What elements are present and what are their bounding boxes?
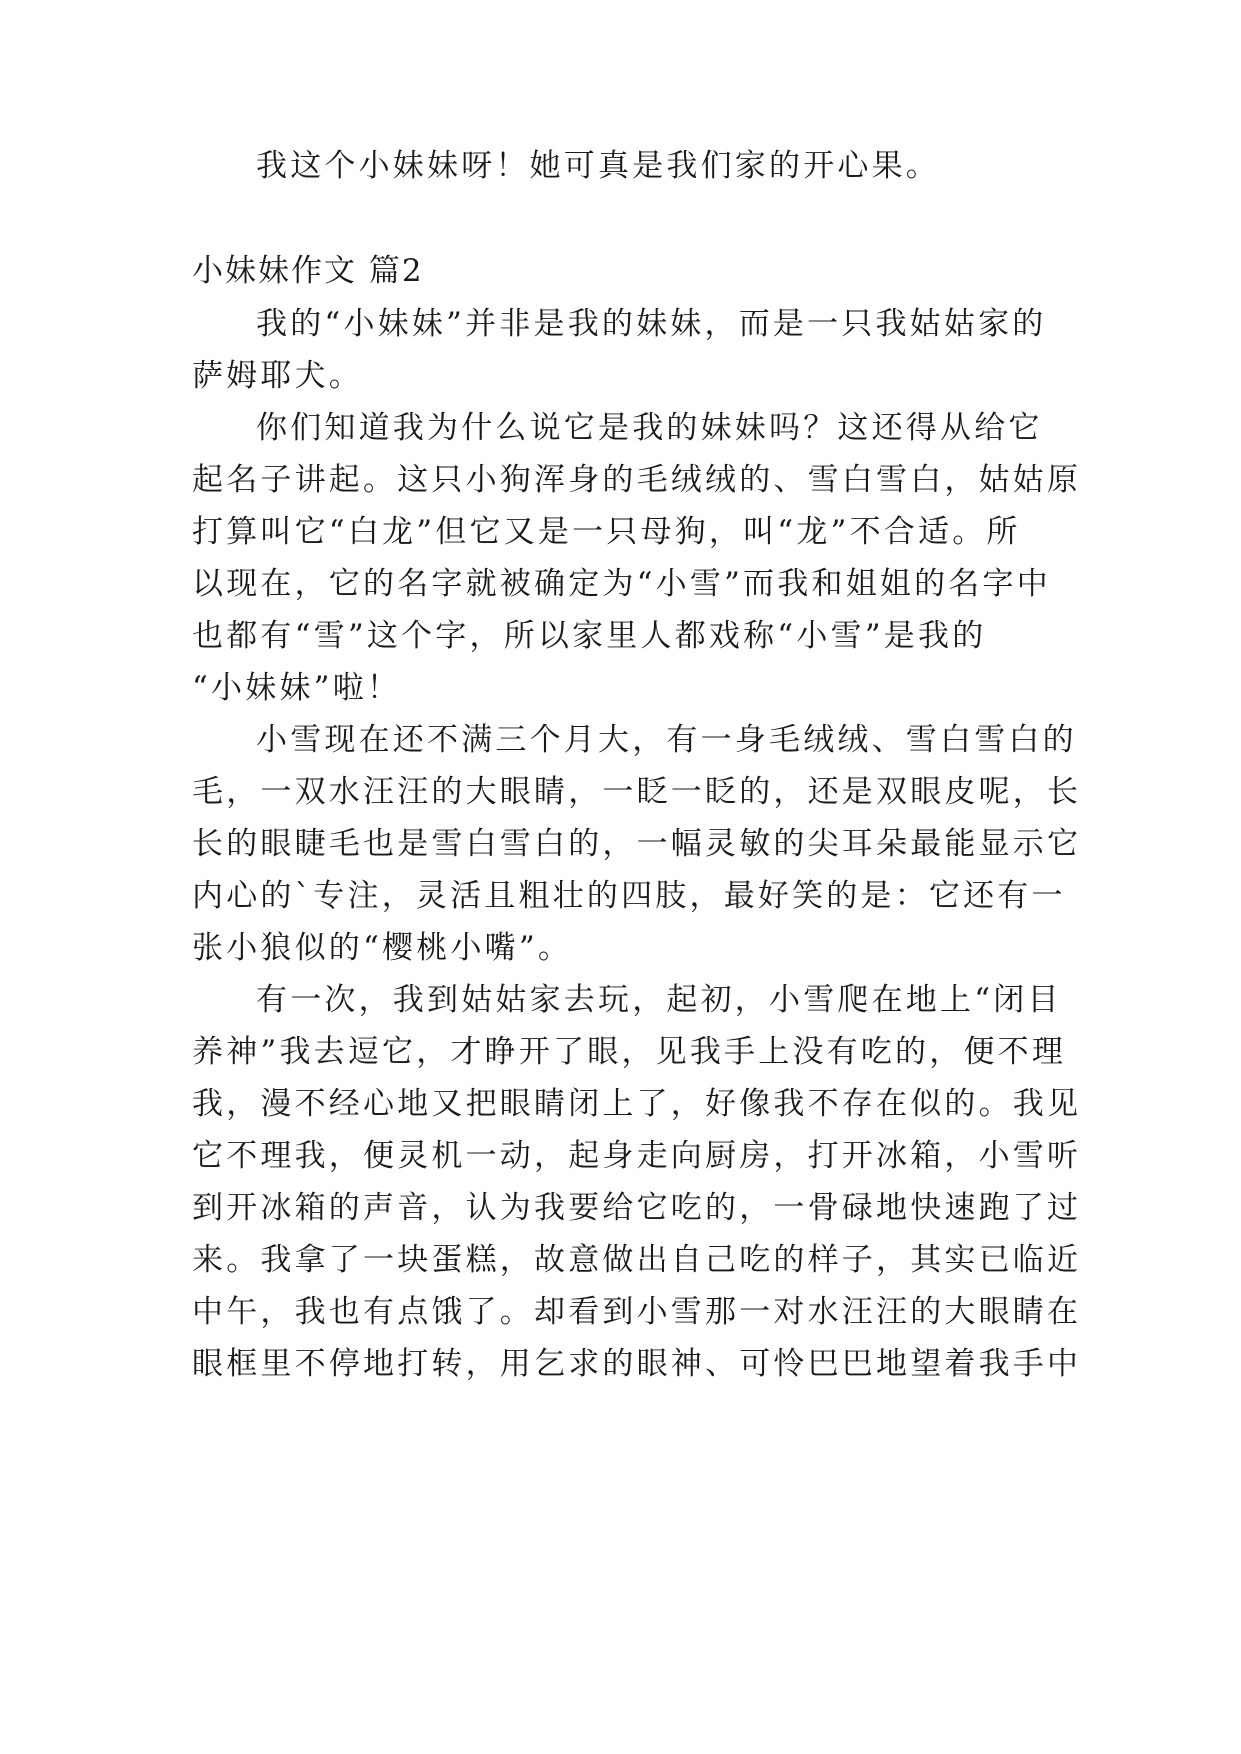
paragraph-3-line-4: 内心的`专注，灵活且粗壮的四肢，最好笑的是：它还有一 xyxy=(192,878,1066,914)
intro-line: 我这个小妹妹呀！她可真是我们家的开心果。 xyxy=(256,148,940,184)
paragraph-3-line-5: 张小狼似的“樱桃小嘴”。 xyxy=(192,930,573,966)
paragraph-4-line-7: 中午，我也有点饿了。却看到小雪那一对水汪汪的大眼睛在 xyxy=(192,1294,1082,1330)
paragraph-2-line-6: “小妹妹”啦！ xyxy=(192,670,402,706)
paragraph-2-line-2: 起名子讲起。这只小狗浑身的毛绒绒的、雪白雪白，姑姑原 xyxy=(192,462,1082,498)
paragraph-4-line-6: 来。我拿了一块蛋糕，故意做出自己吃的样子，其实已临近 xyxy=(192,1242,1082,1278)
paragraph-2-line-1: 你们知道我为什么说它是我的妹妹吗？这还得从给它 xyxy=(256,410,1043,446)
section-heading: 小妹妹作文 篇2 xyxy=(192,253,424,289)
paragraph-1-line-2: 萨姆耶犬。 xyxy=(192,358,363,394)
paragraph-4-line-5: 到开冰箱的声音，认为我要给它吃的，一骨碌地快速跑了过 xyxy=(192,1190,1082,1226)
paragraph-4-line-2: 养神”我去逗它，才睁开了眼，见我手上没有吃的，便不理 xyxy=(192,1034,1067,1070)
paragraph-2-line-5: 也都有“雪”这个字，所以家里人都戏称“小雪”是我的 xyxy=(192,618,987,654)
paragraph-1-line-1: 我的“小妹妹”并非是我的妹妹，而是一只我姑姑家的 xyxy=(256,306,1047,342)
paragraph-3-line-3: 长的眼睫毛也是雪白雪白的，一幅灵敏的尖耳朵最能显示它 xyxy=(192,826,1082,862)
paragraph-2-line-3: 打算叫它“白龙”但它又是一只母狗，叫“龙”不合适。所 xyxy=(192,514,1021,550)
paragraph-3-line-1: 小雪现在还不满三个月大，有一身毛绒绒、雪白雪白的 xyxy=(256,722,1077,758)
paragraph-4-line-1: 有一次，我到姑姑家去玩，起初，小雪爬在地上“闭目 xyxy=(256,982,1062,1018)
paragraph-3-line-2: 毛，一双水汪汪的大眼睛，一眨一眨的，还是双眼皮呢，长 xyxy=(192,774,1082,810)
paragraph-4-line-4: 它不理我，便灵机一动，起身走向厨房，打开冰箱，小雪听 xyxy=(192,1138,1082,1174)
paragraph-2-line-4: 以现在，它的名字就被确定为“小雪”而我和姐姐的名字中 xyxy=(192,566,1051,602)
paragraph-4-line-3: 我，漫不经心地又把眼睛闭上了，好像我不存在似的。我见 xyxy=(192,1086,1082,1122)
paragraph-4-line-8: 眼框里不停地打转，用乞求的眼神、可怜巴巴地望着我手中 xyxy=(192,1346,1082,1382)
